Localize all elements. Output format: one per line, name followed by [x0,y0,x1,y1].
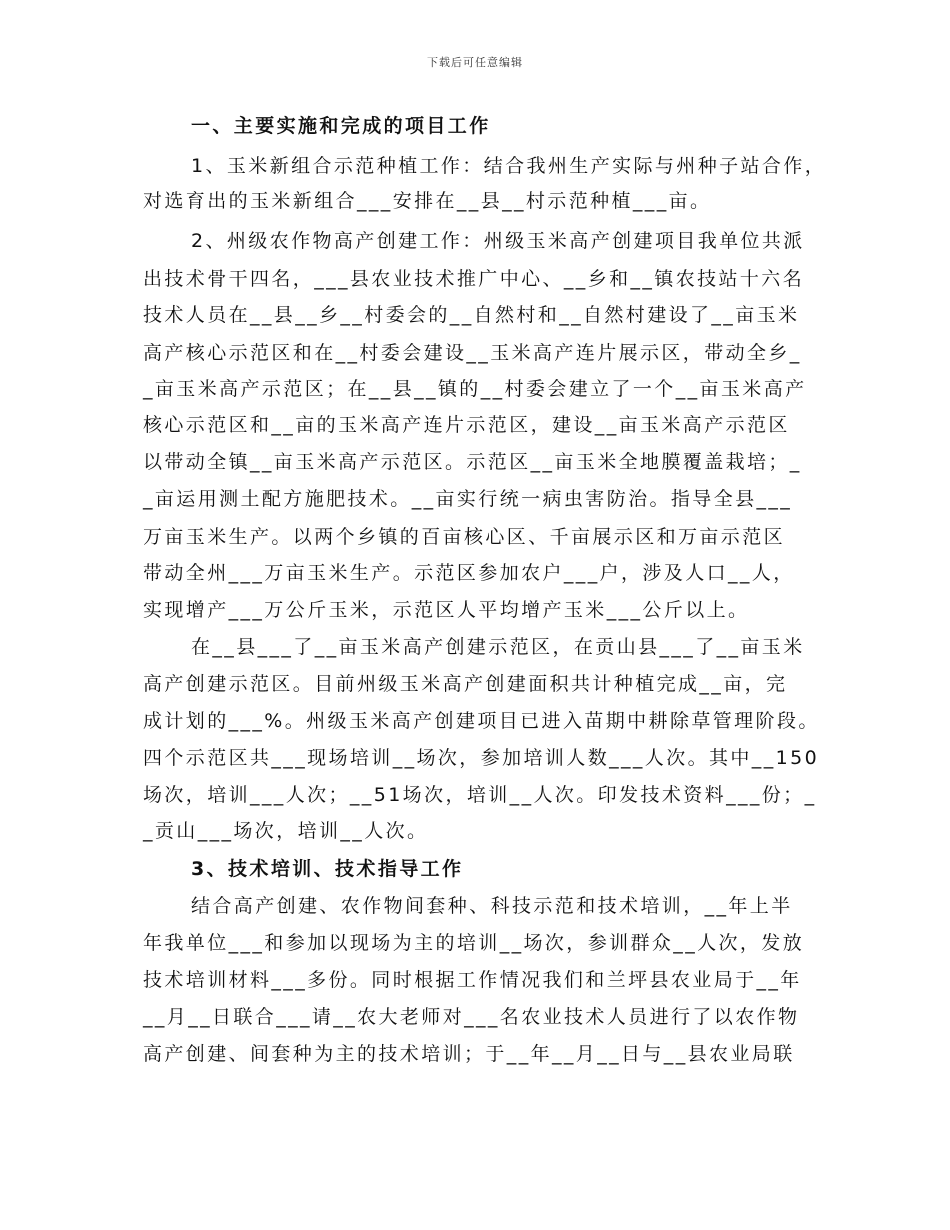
page-header: 下载后可任意编辑 [427,56,523,69]
paragraph-line: 2、州级农作物高产创建工作：州级玉米高产创建项目我单位共派 [191,230,805,252]
paragraph-line: 核心示范区和__亩的玉米高产连片示范区，建设__亩玉米高产示范区 [143,414,790,436]
paragraph-line: _亩运用测土配方施肥技术。__亩实行统一病虫害防治。指导全县___ [143,488,793,510]
paragraph-line: 年我单位___和参加以现场为主的培训__场次，参训群众__人次，发放 [143,932,805,954]
paragraph-line: 在__县___了__亩玉米高产创建示范区，在贡山县___了__亩玉米 [191,636,805,658]
paragraph-line: 万亩玉米生产。以两个乡镇的百亩核心区、千亩展示区和万亩示范区 [143,526,786,548]
paragraph-line: 高产创建、间套种为主的技术培训；于__年__月__日与__县农业局联 [143,1043,795,1065]
paragraph-line: _贡山___场次，培训__人次。 [143,820,429,842]
paragraph-line: _亩玉米高产示范区；在__县__镇的__村委会建立了一个__亩玉米高产 [143,378,807,400]
paragraph-line: 成计划的___%。州级玉米高产创建项目已进入苗期中耕除草管理阶段。 [143,710,820,732]
paragraph-line: 场次，培训___人次；__51场次，培训__人次。印发技术资料___份；_ [143,784,817,806]
paragraph-line: 技术培训材料___多份。同时根据工作情况我们和兰坪县农业局于__年 [143,969,802,991]
subsection-title: 3、技术培训、技术指导工作 [191,858,464,880]
paragraph-line: 1、玉米新组合示范种植工作：结合我州生产实际与州种子站合作， [191,155,827,177]
paragraph-line: __月__日联合___请__农大老师对___名农业技术人员进行了以农作物 [143,1006,800,1028]
paragraph-line: 以带动全镇__亩玉米高产示范区。示范区__亩玉米全地膜覆盖栽培；_ [143,451,802,473]
paragraph-line: 四个示范区共___现场培训__场次，参加培训人数___人次。其中__150 [143,747,820,769]
paragraph-line: 结合高产创建、农作物间套种、科技示范和技术培训，__年上半 [191,895,793,917]
paragraph-line: 带动全州___万亩玉米生产。示范区参加农户___户，涉及人口__人， [143,562,795,584]
section-title: 一、主要实施和完成的项目工作 [191,115,491,137]
paragraph-line: 出技术骨干四名，___县农业技术推广中心、__乡和__镇农技站十六名 [143,268,805,290]
paragraph-line: 高产创建示范区。目前州级玉米高产创建面积共计种植完成__亩，完 [143,673,788,695]
paragraph-line: 高产核心示范区和在__村委会建设__玉米高产连片展示区，带动全乡_ [143,342,802,364]
paragraph-line: 对选育出的玉米新组合___安排在__县__村示范种植___亩。 [143,190,712,212]
paragraph-line: 实现增产___万公斤玉米，示范区人平均增产玉米___公斤以上。 [143,599,750,621]
paragraph-line: 技术人员在__县__乡__村委会的__自然村和__自然村建设了__亩玉米 [143,304,800,326]
